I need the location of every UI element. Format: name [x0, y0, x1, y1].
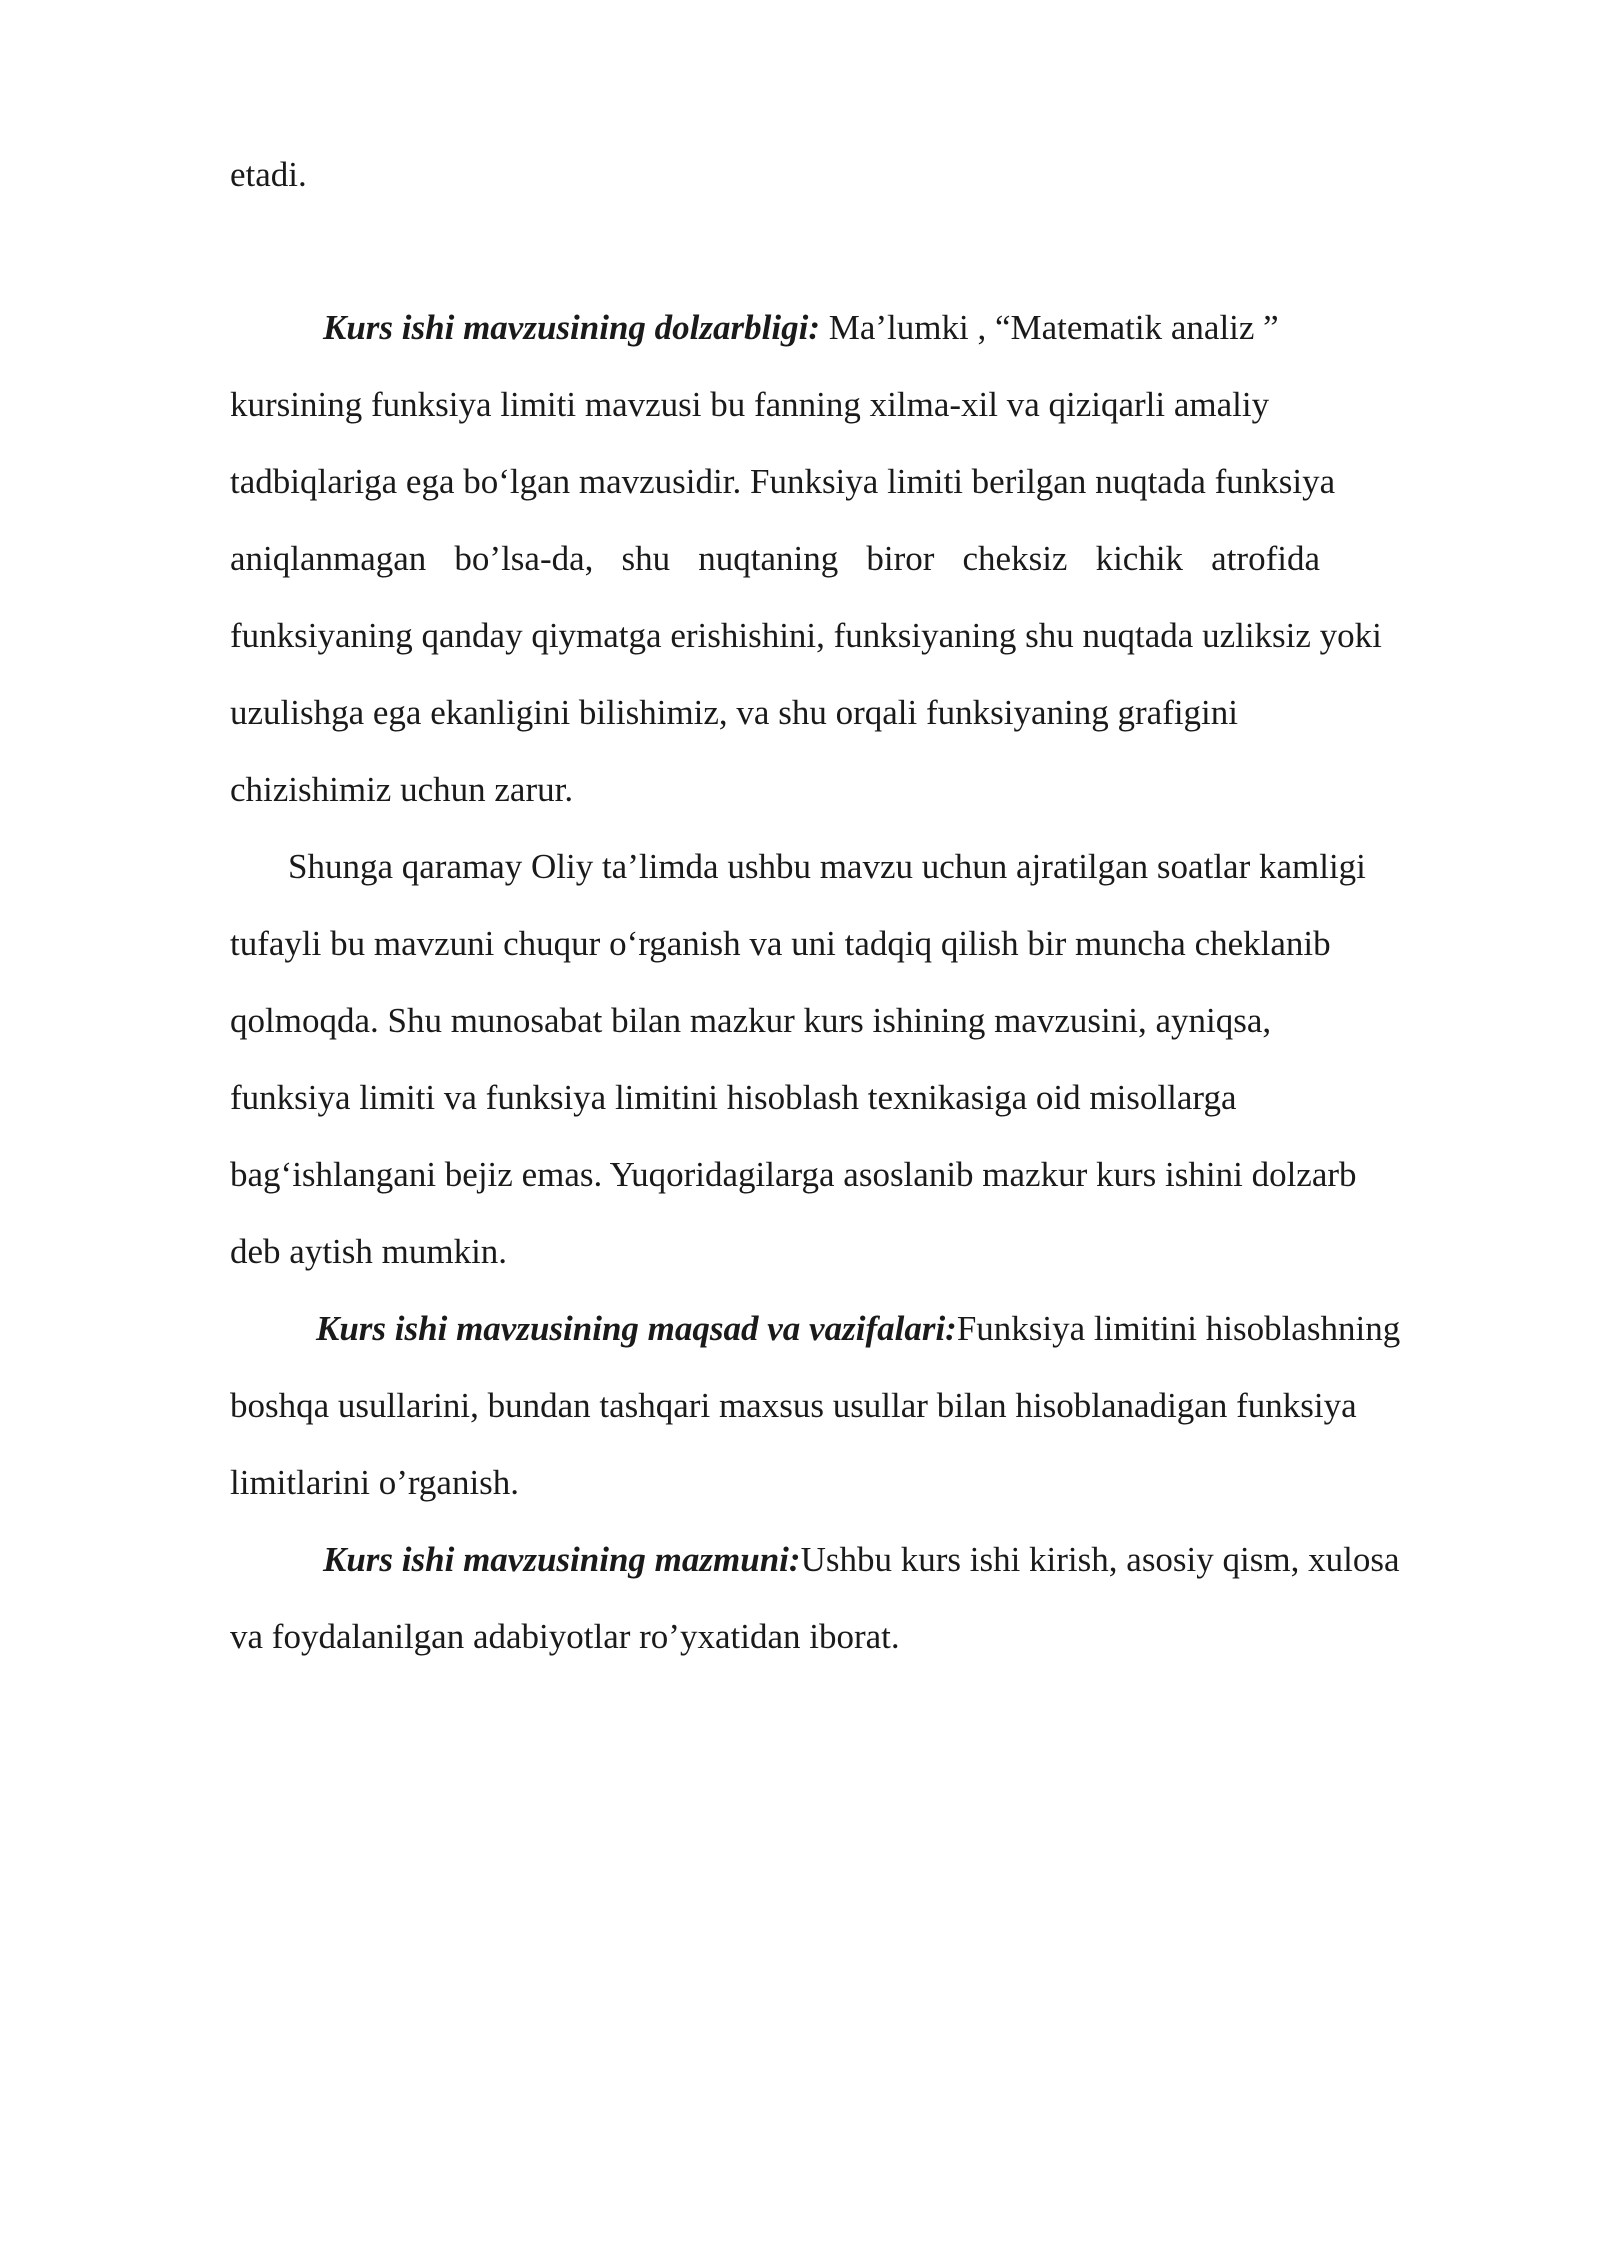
relevance-line-1: Ma’lumki , “Matematik analiz ” — [819, 308, 1279, 347]
goals-first-line — [316, 1309, 1400, 1349]
goals-heading: Kurs ishi mavzusining maqsad va vazifalari: — [316, 1309, 957, 1348]
paragraph2-line-6: deb aytish mumkin. — [230, 1232, 508, 1271]
content-line-2: va foydalanilgan adabiyotlar ro’yxatidan iborat. — [230, 1617, 900, 1656]
relevance-line-6: uzulishga ega ekanligini bilishimiz, va shu orqali funksiyaning grafigini — [230, 693, 1238, 732]
content-heading: Kurs ishi mavzusining mazmuni: — [323, 1540, 801, 1579]
goals-line-2: boshqa usullarini, bundan tashqari maxsus usullar bilan hisoblanadigan funksiya — [230, 1386, 1357, 1425]
content-first-line — [323, 1540, 1399, 1580]
relevance-heading: Kurs ishi mavzusining dolzarbligi: — [323, 308, 820, 347]
goals-line-1: Funksiya limitini hisoblashning — [956, 1309, 1401, 1348]
paragraph2-line-4: funksiya limiti va funksiya limitini hisoblash texnikasiga oid misollarga — [230, 1078, 1237, 1117]
goals-line-3: limitlarini o’rganish. — [230, 1463, 520, 1502]
relevance-line-4: aniqlanmagan bo’lsa-da, shu nuqtaning biror cheksiz kichik atrofida — [230, 539, 1320, 578]
relevance-line-7: chizishimiz uchun zarur. — [230, 770, 574, 809]
paragraph2-line-1: Shunga qaramay Oliy ta’limda ushbu mavzu uchun ajratilgan soatlar kamligi — [288, 847, 1366, 886]
content-line-1: Ushbu kurs ishi kirish, asosiy qism, xulosa — [800, 1540, 1400, 1579]
intro-tail-text: etadi. — [230, 155, 307, 194]
relevance-line-3: tadbiqlariga ega bo‘lgan mavzusidir. Funksiya limiti berilgan nuqtada funksiya — [230, 462, 1336, 501]
relevance-first-line — [323, 308, 1279, 348]
paragraph2-line-2: tufayli bu mavzuni chuqur o‘rganish va uni tadqiq qilish bir muncha cheklanib — [230, 924, 1331, 963]
relevance-line-5: funksiyaning qanday qiymatga erishishini, funksiyaning shu nuqtada uzliksiz yoki — [230, 616, 1382, 655]
relevance-line-2: kursining funksiya limiti mavzusi bu fanning xilma-xil va qiziqarli amaliy — [230, 385, 1270, 424]
paragraph2-line-3: qolmoqda. Shu munosabat bilan mazkur kurs ishining mavzusini, ayniqsa, — [230, 1001, 1272, 1040]
paragraph2-line-5: bag‘ishlangani bejiz emas. Yuqoridagilarga asoslanib mazkur kurs ishini dolzarb — [230, 1155, 1357, 1194]
